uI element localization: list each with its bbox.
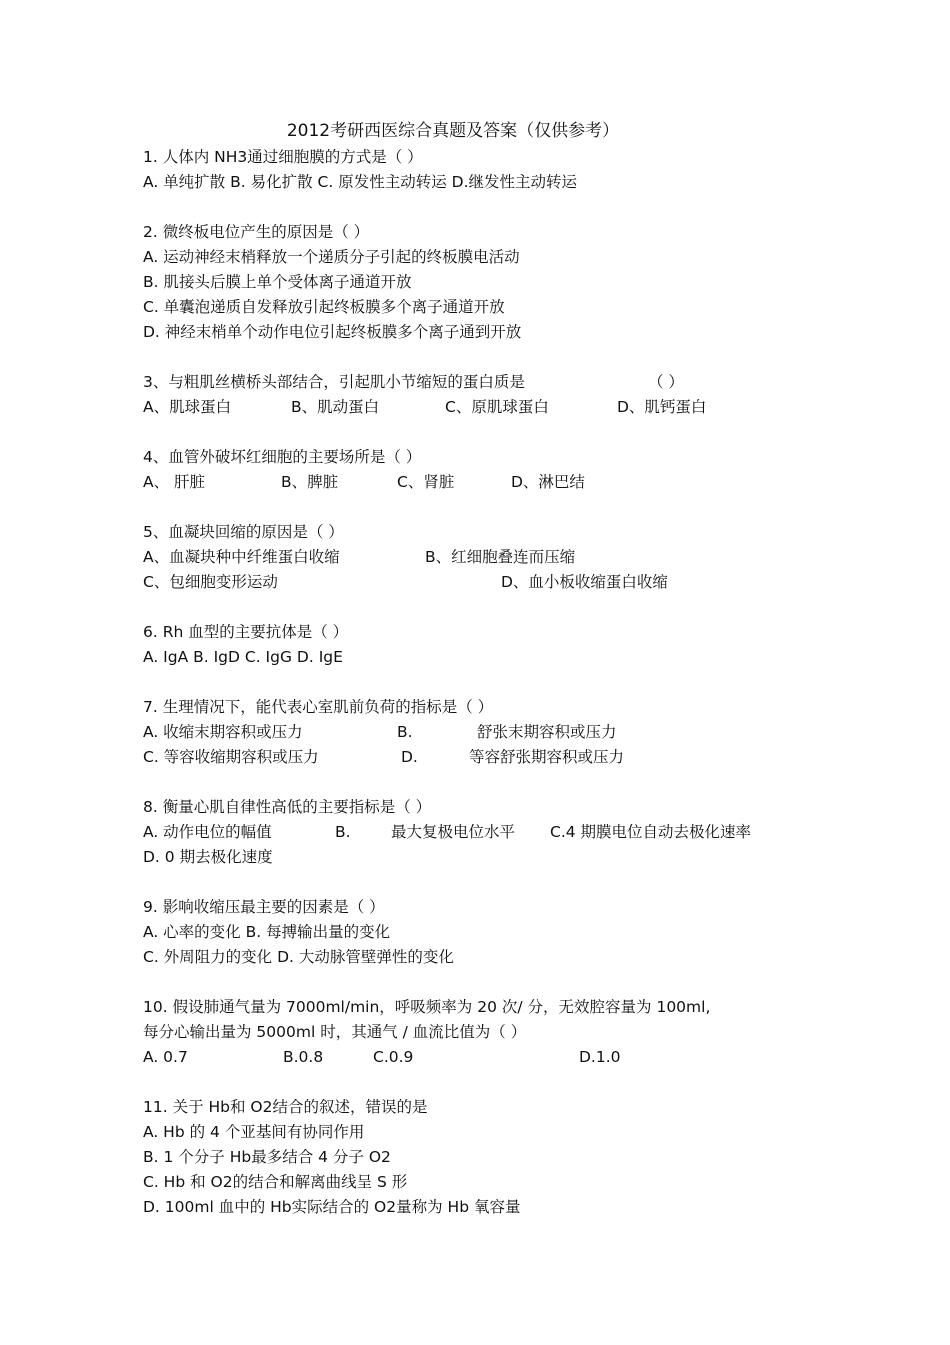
option-d: D. 100ml 血中的 Hb实际结合的 O2量称为 Hb 氧容量 [143,1198,521,1216]
question-2 [143,220,823,345]
option-b: B.0.8 [283,1048,324,1066]
option-c: C. Hb 和 O2的结合和解离曲线呈 S 形 [143,1173,408,1191]
question-options-row-2: C. 外周阻力的变化 D. 大动脉管壁弹性的变化 [143,948,454,966]
option-b-label: B. [335,823,351,841]
option-b-text: 舒张末期容积或压力 [477,723,617,741]
option-a: A. Hb 的 4 个亚基间有协同作用 [143,1123,365,1141]
question-6 [143,620,823,670]
option-c: C.0.9 [373,1048,414,1066]
option-b: B、肌动蛋白 [291,398,380,416]
option-b-text: 最大复极电位水平 [391,823,516,841]
option-d: D、肌钙蛋白 [617,398,707,416]
question-options-row-1: A. 心率的变化 B. 每搏输出量的变化 [143,923,391,941]
option-c: C. 单囊泡递质自发释放引起终板膜多个离子通道开放 [143,298,505,316]
question-stem: 6. Rh 血型的主要抗体是（ ） [143,623,349,641]
option-a: A、 肝脏 [143,473,206,491]
question-stem: 1. 人体内 NH3通过细胞膜的方式是（ ） [143,148,423,166]
option-a: A. 0.7 [143,1048,188,1066]
question-options [143,470,823,495]
option-c: C、肾脏 [397,473,455,491]
question-stem: 11. 关于 Hb和 O2结合的叙述，错误的是 [143,1098,428,1116]
question-options-row-2 [143,745,823,770]
option-d: D.1.0 [579,1048,621,1066]
question-1 [143,145,823,195]
question-options-row-1 [143,820,823,845]
option-d: D. 神经末梢单个动作电位引起终板膜多个离子通到开放 [143,323,522,341]
question-stem: 7. 生理情况下，能代表心室肌前负荷的指标是（ ） [143,698,494,716]
question-stem: 9. 影响收缩压最主要的因素是（ ） [143,898,385,916]
question-4 [143,445,823,495]
option-d: D、淋巴结 [511,473,585,491]
option-c: C、原肌球蛋白 [445,398,549,416]
page-title: 2012考研西医综合真题及答案（仅供参考） [286,121,620,141]
question-10 [143,995,823,1070]
option-b: B、脾脏 [281,473,339,491]
question-options: A. IgA B. IgD C. IgG D. IgE [143,648,343,666]
question-stem [143,370,823,395]
question-options-row-1 [143,545,823,570]
question-stem-continued: 每分心输出量为 5000ml 时，其通气 / 血流比值为（ ） [143,1023,527,1041]
option-d: D. 0 期去极化速度 [143,848,273,866]
option-a: A. 收缩末期容积或压力 [143,723,303,741]
question-stem: 10. 假设肺通气量为 7000ml/min，呼吸频率为 20 次/ 分，无效腔容量为 100ml, [143,998,711,1016]
question-options [143,1045,823,1070]
question-options: A. 单纯扩散 B. 易化扩散 C. 原发性主动转运 D.继发性主动转运 [143,173,577,191]
question-options-row-1 [143,720,823,745]
question-options-row-2 [143,570,823,595]
option-a: A. 动作电位的幅值 [143,823,272,841]
question-8 [143,795,823,870]
stem-text: 3、与粗肌丝横桥头部结合，引起肌小节缩短的蛋白质是 [143,373,525,391]
question-stem: 2. 微终板电位产生的原因是（ ） [143,223,370,241]
option-a: A、肌球蛋白 [143,398,232,416]
option-a: A、血凝块种中纤维蛋白收缩 [143,548,340,566]
question-stem: 5、血凝块回缩的原因是（ ） [143,523,344,541]
option-c: C.4 期膜电位自动去极化速率 [550,823,752,841]
question-11 [143,1095,823,1220]
option-d: D、血小板收缩蛋白收缩 [501,573,668,591]
question-5 [143,520,823,595]
option-b: B. 肌接头后膜上单个受体离子通道开放 [143,273,412,291]
option-c: C. 等容收缩期容积或压力 [143,748,319,766]
option-d-text: 等容舒张期容积或压力 [469,748,625,766]
question-list [143,145,823,1245]
question-stem: 4、血管外破坏红细胞的主要场所是（ ） [143,448,422,466]
option-c: C、包细胞变形运动 [143,573,278,591]
answer-blank: （ ） [648,373,684,391]
question-stem: 8. 衡量心肌自律性高低的主要指标是（ ） [143,798,432,816]
option-b-label: B. [397,723,413,741]
question-9 [143,895,823,970]
question-3 [143,370,823,420]
option-b: B、红细胞叠连而压缩 [425,548,576,566]
option-a: A. 运动神经末梢释放一个递质分子引起的终板膜电活动 [143,248,520,266]
question-options [143,395,823,420]
option-b: B. 1 个分子 Hb最多结合 4 分子 O2 [143,1148,391,1166]
question-7 [143,695,823,770]
option-d-label: D. [401,748,418,766]
